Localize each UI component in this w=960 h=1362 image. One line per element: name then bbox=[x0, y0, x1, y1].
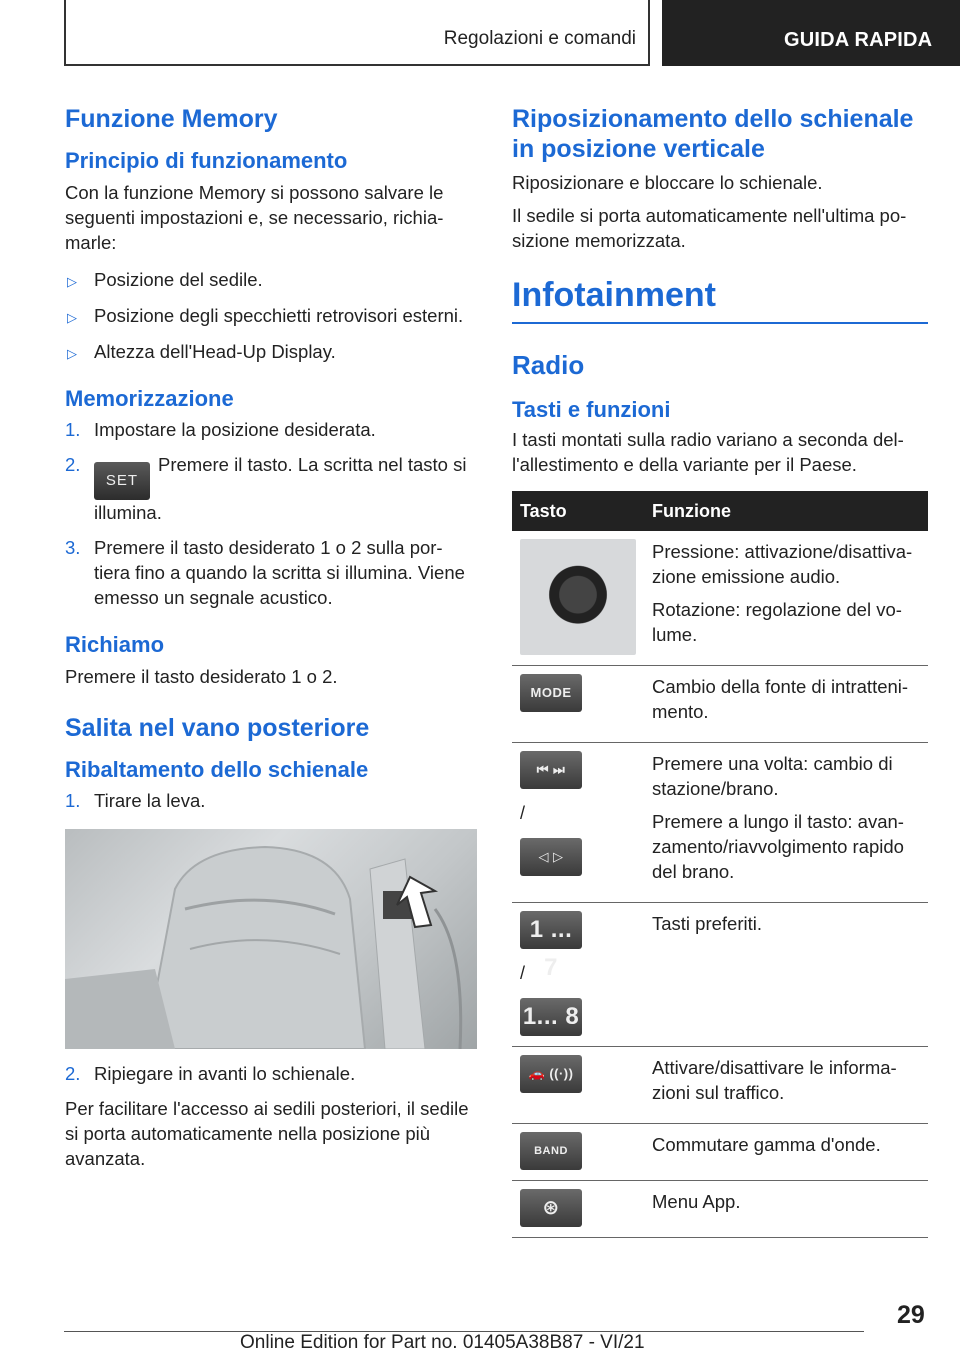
list-item: 3. Premere il tasto desiderato 1 o 2 sulla por-tiera fino a quando la scritta si illumina. Viene emesso un segnale acustico. bbox=[65, 536, 465, 608]
triangle-bullet-icon: ▷ bbox=[67, 274, 77, 290]
table-row: BAND Commutare gamma d'onde. bbox=[512, 1124, 928, 1181]
list-item: ▷ Posizione del sedile. bbox=[65, 267, 477, 292]
infotainment-rule bbox=[512, 322, 928, 324]
principle-text: Con la funzione Memory si possono salvare le seguenti impostazioni e, se necessario, richia-marle: bbox=[65, 182, 444, 254]
infotainment-title: Infotainment bbox=[512, 276, 716, 314]
save-steps bbox=[65, 417, 477, 610]
mode-key-icon: MODE bbox=[520, 674, 582, 712]
table-row: 🚗 ((·)) Attivare/disattivare le informa-zioni sul traffico. bbox=[512, 1047, 928, 1124]
right-column bbox=[512, 100, 928, 1238]
band-key-icon: BAND bbox=[520, 1132, 582, 1170]
reposition-p2: Il sedile si porta automaticamente nell'ultima po-sizione memorizzata. bbox=[512, 205, 907, 251]
memory-title: Funzione Memory bbox=[65, 105, 278, 133]
recall-text: Premere il tasto desiderato 1 o 2. bbox=[65, 666, 338, 688]
list-item: 2. SETPremere il tasto. La scritta nel tasto si illumina. bbox=[65, 453, 467, 523]
header-section-title: Regolazioni e comandi bbox=[443, 28, 636, 49]
list-item: 2. Ripiegare in avanti lo schienale. bbox=[65, 1062, 356, 1084]
keys-text: I tasti montati sulla radio variano a seconda del-l'allestimento e della variante per il Paese. bbox=[512, 429, 904, 476]
preset-key-8-icon: 1... 8 bbox=[520, 998, 582, 1036]
col-header-key: Tasto bbox=[512, 491, 644, 531]
list-item: 1. Impostare la posizione desiderata. bbox=[65, 418, 376, 440]
triangle-bullet-icon: ▷ bbox=[67, 310, 77, 326]
app-menu-key-icon: ⊛ bbox=[520, 1189, 582, 1227]
header-tab[interactable] bbox=[662, 0, 960, 66]
seat-lever-photo bbox=[65, 829, 477, 1049]
preset-key-icon: 1 ... 7 bbox=[520, 911, 582, 949]
reposition-p1: Riposizionare e bloccare lo schienale. bbox=[512, 172, 823, 193]
memory-bullet-list bbox=[65, 267, 477, 364]
keys-table bbox=[512, 491, 928, 1238]
recall-title: Richiamo bbox=[65, 631, 165, 657]
reposition-title: Riposizionamento dello schienale in posizione verticale bbox=[512, 105, 914, 163]
rear-access-title: Salita nel vano posteriore bbox=[65, 714, 370, 743]
header-tab-label: GUIDA RAPIDA bbox=[784, 29, 933, 51]
keys-title: Tasti e funzioni bbox=[512, 396, 671, 422]
left-column bbox=[65, 100, 477, 1171]
seat-illustration bbox=[65, 829, 477, 1049]
table-row: Pressione: attivazione/disattiva-zione emissione audio. Rotazione: regolazione del vo-lume. bbox=[512, 531, 928, 666]
triangle-bullet-icon: ▷ bbox=[67, 346, 77, 362]
table-row: 1 ... 7 / 1... 8 Tasti preferiti. bbox=[512, 903, 928, 1047]
header-section-box bbox=[64, 0, 650, 66]
volume-knob-icon bbox=[520, 539, 636, 655]
table-header bbox=[512, 491, 928, 531]
fold-step-2 bbox=[65, 1061, 477, 1086]
table-row: ⊛ Menu App. bbox=[512, 1181, 928, 1238]
table-row: MODE Cambio della fonte di intratteni-mento. bbox=[512, 666, 928, 743]
table-row: ⏮ ⏭ / ◁ ▷ Premere una volta: cambio di stazione/brano. Premere a lungo il tasto: avan-zamento/riavvolgimento rapido del brano. bbox=[512, 743, 928, 903]
list-item: ▷ Posizione degli specchietti retrovisori esterni. bbox=[65, 303, 477, 328]
footer-edition: Online Edition for Part no. 01405A38B87 - VI/21 bbox=[240, 1332, 645, 1353]
access-text: Per facilitare l'accesso ai sedili posteriori, il sedile si porta automaticamente nella posizione più avanzata. bbox=[65, 1097, 469, 1169]
fold-step-1 bbox=[65, 788, 477, 813]
traffic-info-key-icon: 🚗 ((·)) bbox=[520, 1055, 582, 1093]
fold-title: Ribaltamento dello schienale bbox=[65, 757, 369, 783]
set-button[interactable]: SET bbox=[94, 462, 150, 500]
col-header-function: Funzione bbox=[644, 491, 928, 531]
list-item: ▷ Altezza dell'Head-Up Display. bbox=[65, 339, 477, 364]
page-number: 29 bbox=[897, 1301, 925, 1329]
radio-title: Radio bbox=[512, 349, 585, 380]
principle-title: Principio di funzionamento bbox=[65, 148, 348, 173]
save-title: Memorizzazione bbox=[65, 386, 234, 412]
list-item: 1. Tirare la leva. bbox=[65, 789, 206, 811]
skip-key-icon: ⏮ ⏭ bbox=[520, 751, 582, 789]
seek-arrows-key-icon: ◁ ▷ bbox=[520, 838, 582, 876]
